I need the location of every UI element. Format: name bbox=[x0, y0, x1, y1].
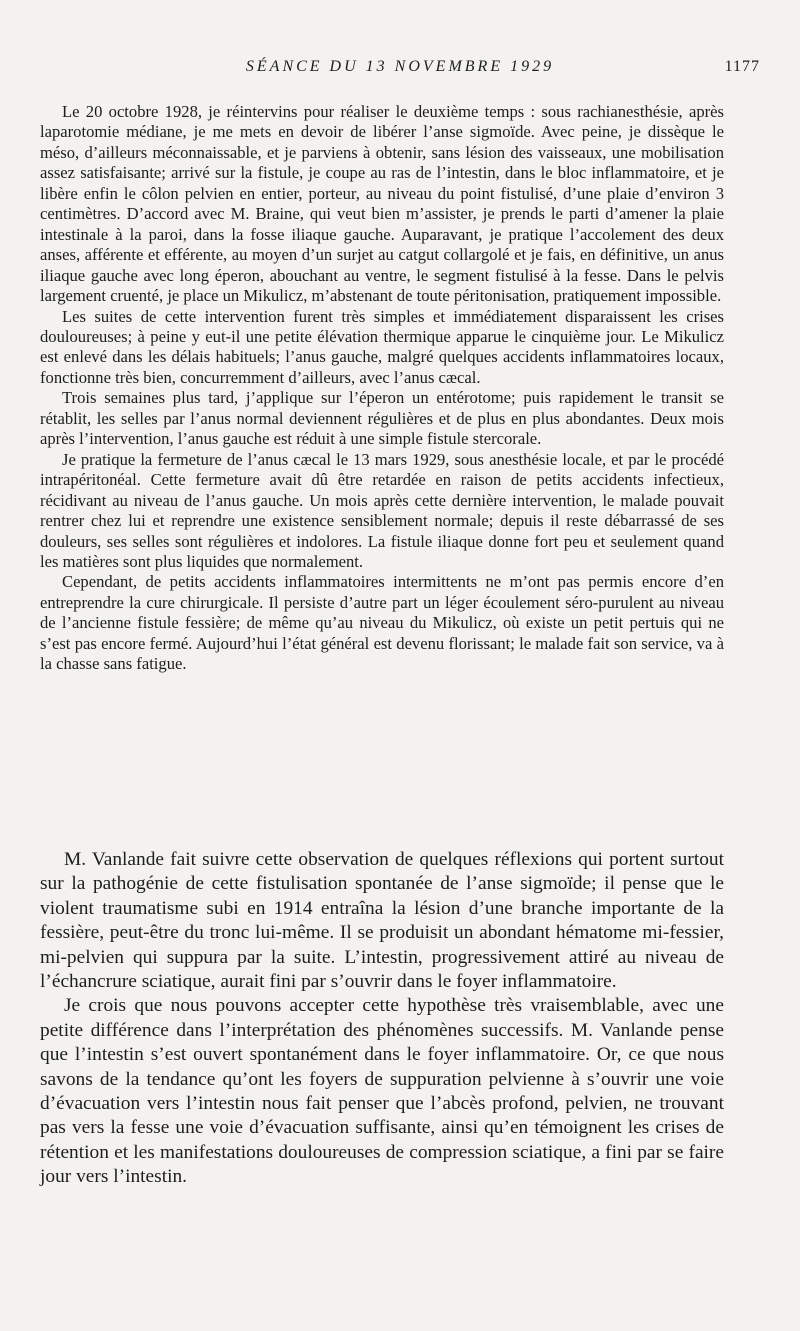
paragraph: Cependant, de petits accidents inflammatoires intermittents ne m’ont pas permis encore d’en entreprendre la cure chirurgicale. Il persiste d’autre part un léger écoulement séro-purulent au niveau de l’ancienne fistule fessière; de même qu’au niveau du Mikulicz, où existe un petit pertuis qui ne s’est pas encore fermé. Aujourd’hui l’état général est devenu florissant; le malade fait son service, va à la chasse sans fatigue. bbox=[40, 572, 724, 674]
case-report-section bbox=[40, 102, 724, 675]
page-header bbox=[40, 58, 760, 82]
paragraph: Je crois que nous pouvons accepter cette hypothèse très vraisemblable, avec une petite différence dans l’interprétation des phénomènes successifs. M. Vanlande pense que l’intestin s’est ouvert spontanément dans le foyer inflammatoire. Or, ce que nous savons de la tendance qu’ont les foyers de suppuration pelvienne à s’ouvrir une voie d’évacuation vers l’intestin nous fait penser que l’abcès profond, pelvien, ne trouvant pas vers la fesse une voie d’évacuation suffisante, ainsi qu’en témoignent les crises de rétention et les manifestations douloureuses de compression sciatique, a fini par se faire jour vers l’intestin. bbox=[40, 995, 724, 1188]
paragraph: Les suites de cette intervention furent très simples et immédiatement disparaissent les crises douloureuses; à peine y eut-il une petite élévation thermique apparue le cinquième jour. Le Mikulicz est enlevé dans les délais habituels; l’anus gauche, malgré quelques accidents inflammatoires locaux, fonctionne très bien, concurremment d’ailleurs, avec l’anus cæcal. bbox=[40, 306, 724, 387]
commentary-section bbox=[40, 848, 724, 1190]
running-title: SÉANCE DU 13 NOVEMBRE 1929 bbox=[245, 58, 555, 75]
page-number: 1177 bbox=[724, 58, 760, 75]
paragraph: M. Vanlande fait suivre cette observation de quelques réflexions qui portent surtout sur la pathogénie de cette fistulisation spontanée de l’anse sigmoïde; il pense que le violent traumatisme subi en 1914 entraîna la lésion d’une branche importante de la fessière, peut-être du tronc lui-même. Il se produisit un abondant hématome mi-fessier, mi-pelvien qui suppura par la suite. L’intestin, progressivement attiré au niveau de l’échancrure sciatique, aurait fini par s’ouvrir dans le foyer inflammatoire. bbox=[40, 849, 724, 993]
paragraph: Je pratique la fermeture de l’anus cæcal le 13 mars 1929, sous anesthésie locale, et par le procédé intrapéritonéal. Cette fermeture avait dû être retardée en raison de petits accidents infectieux, récidivant au niveau de l’anus gauche. Un mois après cette dernière intervention, le malade pouvait rentrer chez lui et reprendre une existence sensiblement normale; depuis il reste débarrassé de ses douleurs, ses selles sont régulières et indolores. La fistule iliaque donne fort peu et seulement quand les matières sont plus liquides que normalement. bbox=[40, 449, 724, 571]
paragraph: Le 20 octobre 1928, je réintervins pour réaliser le deuxième temps : sous rachianesthésie, après laparotomie médiane, je me mets en devoir de libérer l’anse sigmoïde. Avec peine, je dissèque le méso, d’ailleurs méconnaissable, et je parviens à obtenir, sans lésion des vaisseaux, une mobilisation assez satisfaisante; arrivé sur la fistule, je coupe au ras de l’intestin, dans le bloc inflammatoire, et je libère enfin le côlon pelvien en entier, porteur, au niveau du point fistulisé, d’une plaie d’environ 3 centimètres. D’accord avec M. Braine, qui veut bien m’assister, je prends le parti d’amener la plaie intestinale à la paroi, dans la fosse iliaque gauche. Auparavant, je pratique l’accolement des deux anses, afférente et efférente, au moyen d’un surjet au catgut collargolé et je fais, en définitive, un anus iliaque gauche avec long éperon, abouchant au ventre, le segment fistulisé à la fesse. Dans le pelvis largement cruenté, je place un Mikulicz, m’abstenant de toute péritonisation, pratiquement impossible. bbox=[40, 102, 724, 306]
paragraph: Trois semaines plus tard, j’applique sur l’éperon un entérotome; puis rapidement le transit se rétablit, les selles par l’anus normal deviennent régulières et de plus en plus abondantes. Deux mois après l’intervention, l’anus gauche est réduit à une simple fistule stercorale. bbox=[40, 388, 724, 449]
